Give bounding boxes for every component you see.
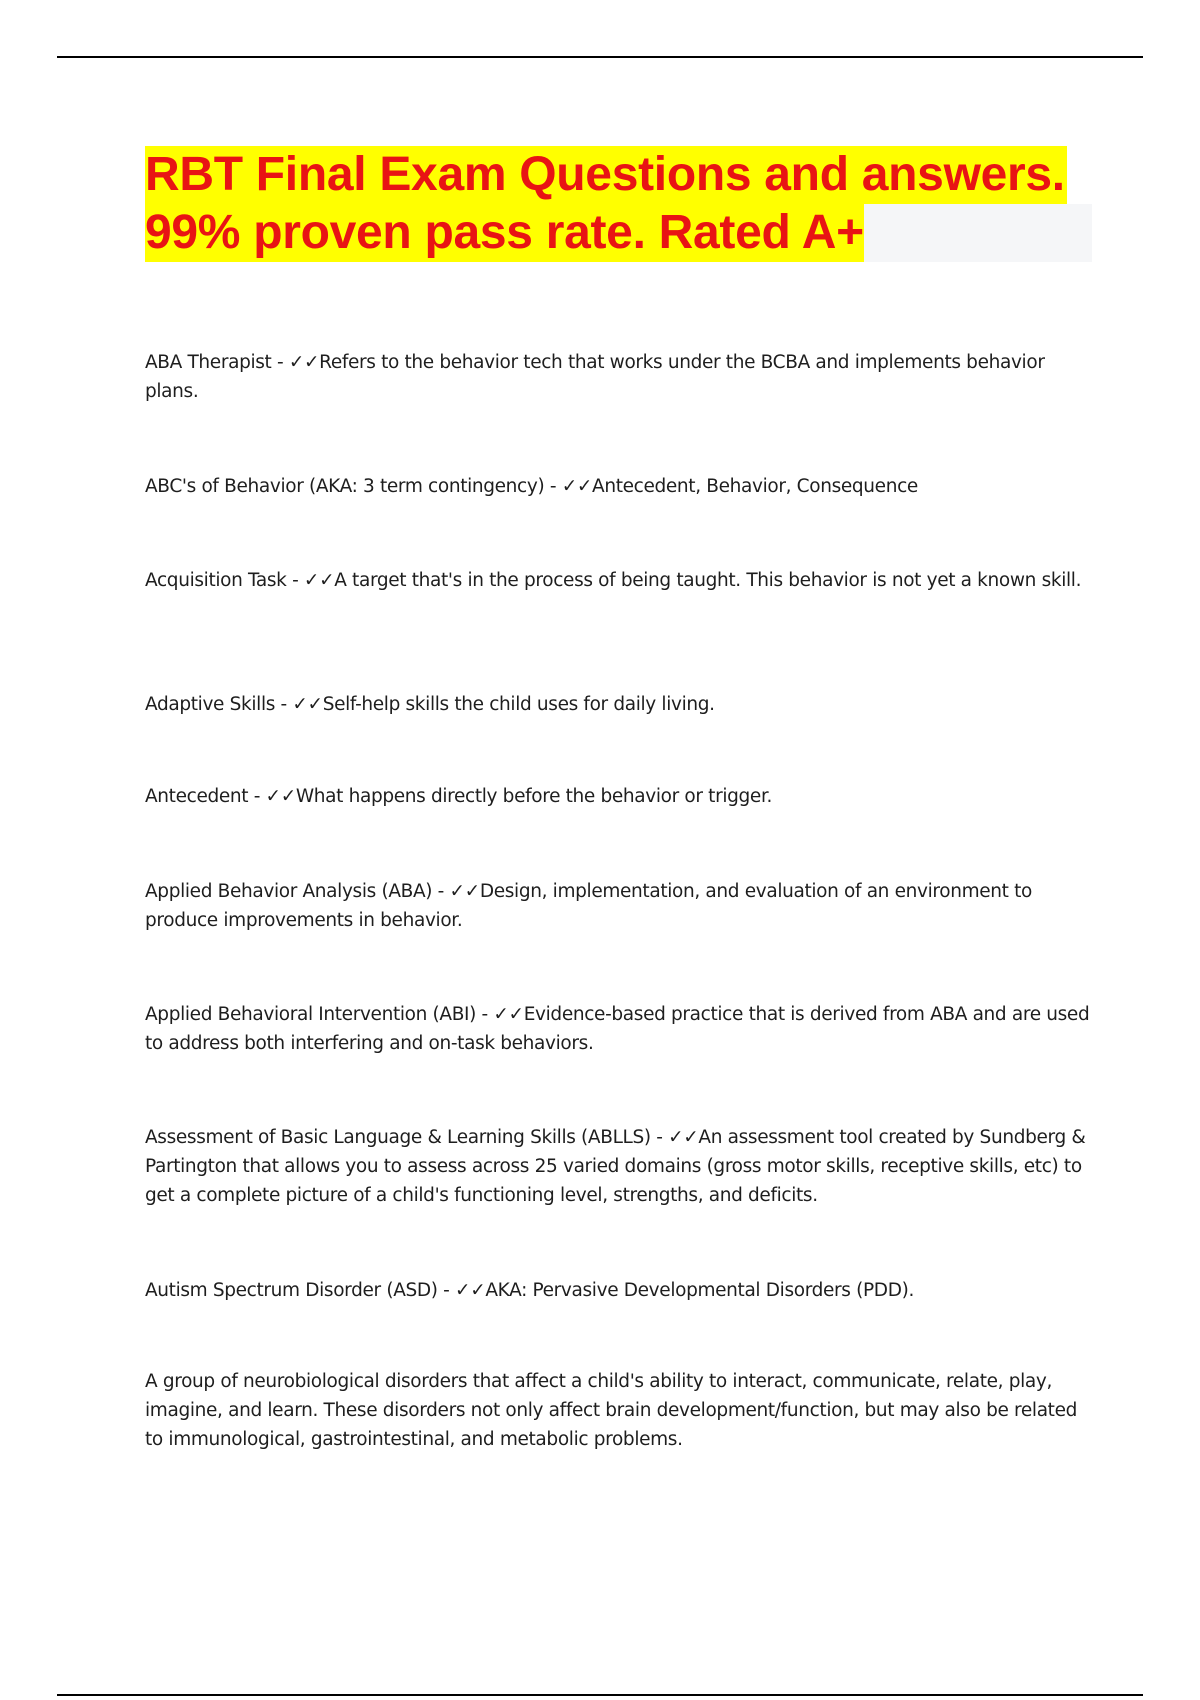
glossary-entry: ABC's of Behavior (AKA: 3 term contingency) - ✓✓Antecedent, Behavior, Consequence bbox=[145, 476, 918, 497]
title-line-2 bbox=[145, 204, 1092, 262]
top-rule bbox=[57, 56, 1143, 58]
document-title bbox=[145, 146, 1092, 262]
glossary-entry: Assessment of Basic Language & Learning Skills (ABLLS) - ✓✓An assessment tool created by Sundberg & Partington that allows you to assess across 25 varied domains (gross motor skills, receptive skills, etc) to get a complete picture of a child's functioning level, strengths, and deficits. bbox=[145, 1127, 1086, 1206]
title-text-line-2: 99% proven pass rate. Rated A+ bbox=[145, 204, 864, 262]
glossary-entry: ABA Therapist - ✓✓Refers to the behavior tech that works under the BCBA and implements behavior plans. bbox=[145, 352, 1045, 402]
bottom-rule bbox=[57, 1694, 1143, 1696]
glossary-entry: Adaptive Skills - ✓✓Self-help skills the child uses for daily living. bbox=[145, 694, 715, 715]
glossary-entry: Antecedent - ✓✓What happens directly before the behavior or trigger. bbox=[145, 786, 773, 807]
glossary-entry: A group of neurobiological disorders that affect a child's ability to interact, communicate, relate, play, imagine, and learn. These disorders not only affect brain development/function, but may also be related to immunological, gastrointestinal, and metabolic problems. bbox=[145, 1371, 1078, 1450]
title-line-1 bbox=[145, 146, 1092, 204]
glossary-entry: Autism Spectrum Disorder (ASD) - ✓✓AKA: Pervasive Developmental Disorders (PDD). bbox=[145, 1280, 914, 1301]
glossary-entry: Applied Behavioral Intervention (ABI) - ✓✓Evidence-based practice that is derived from ABA and are used to address both interfering and on-task behaviors. bbox=[145, 1004, 1090, 1054]
glossary-entry: Applied Behavior Analysis (ABA) - ✓✓Design, implementation, and evaluation of an environment to produce improvements in behavior. bbox=[145, 881, 1032, 931]
title-text-line-1: RBT Final Exam Questions and answers. bbox=[145, 146, 1067, 204]
glossary-entry: Acquisition Task - ✓✓A target that's in the process of being taught. This behavior is not yet a known skill. bbox=[145, 570, 1082, 591]
